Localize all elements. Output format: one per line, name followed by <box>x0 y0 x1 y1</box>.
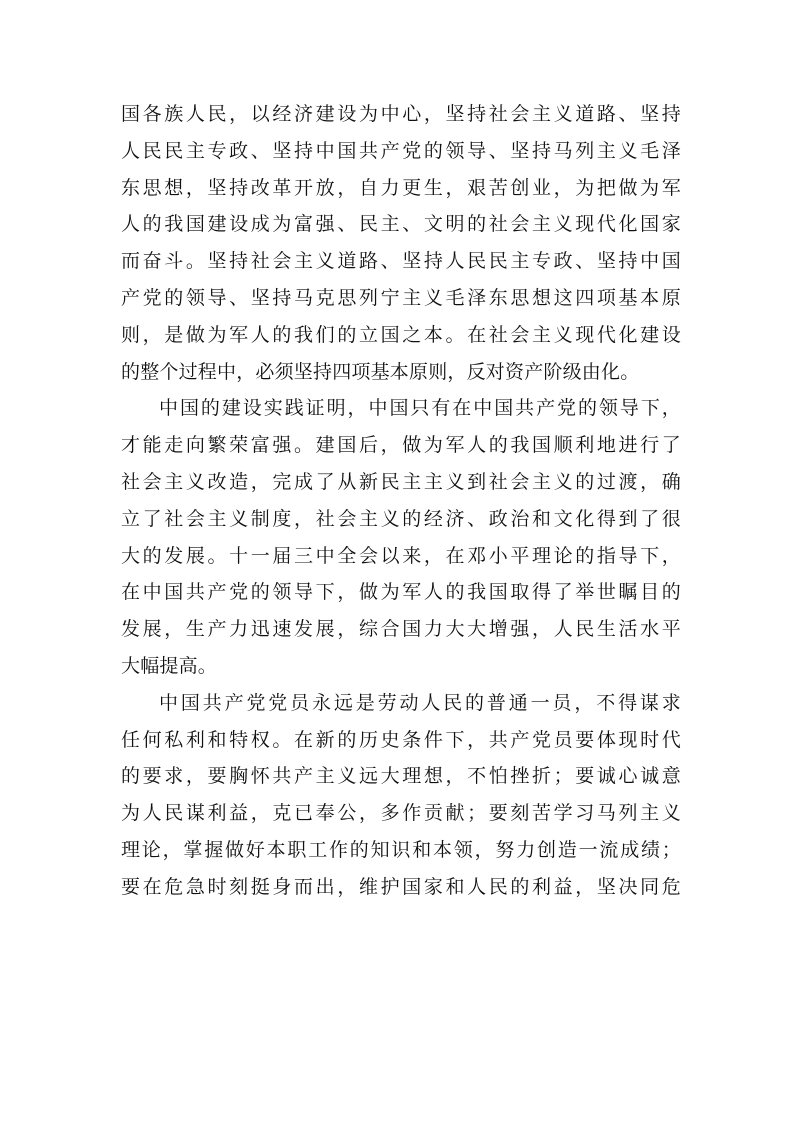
text-line: 东思想，坚持改革开放，自力更生，艰苦创业，为把做为军 <box>121 176 681 199</box>
text-line: 人民民主专政、坚持中国共产党的领导、坚持马列主义毛泽 <box>121 139 681 162</box>
text-line: 人的我国建设成为富强、民主、文明的社会主义现代化国家 <box>121 213 681 236</box>
text-line: 的整个过程中，必须坚持四项基本原则，反对资产阶级由化。 <box>121 360 640 383</box>
text-line: 的要求，要胸怀共产主义远大理想，不怕挫折；要诚心诚意 <box>121 765 681 788</box>
text-line: 理论，掌握做好本职工作的知识和本领，努力创造一流成绩； <box>121 838 681 861</box>
text-line: 则，是做为军人的我们的立国之本。在社会主义现代化建设 <box>121 323 681 346</box>
text-line: 而奋斗。坚持社会主义道路、坚持人民民主专政、坚持中国 <box>121 250 681 273</box>
text-line: 国各族人民，以经济建设为中心，坚持社会主义道路、坚持 <box>121 103 681 125</box>
text-line: 大的发展。十一届三中全会以来，在邓小平理论的指导下， <box>121 544 681 567</box>
text-line: 要在危急时刻挺身而出，维护国家和人民的利益，坚决同危 <box>121 875 681 898</box>
text-line: 产党的领导、坚持马克思列宁主义毛泽东思想这四项基本原 <box>121 286 681 309</box>
text-line: 社会主义改造，完成了从新民主主义到社会主义的过渡，确 <box>121 470 681 493</box>
text-line: 在中国共产党的领导下，做为军人的我国取得了举世瞩目的 <box>121 581 681 604</box>
text-line: 为人民谋利益，克已奉公，多作贡献；要刻苦学习马列主义 <box>121 802 681 825</box>
text-line: 立了社会主义制度，社会主义的经济、政治和文化得到了很 <box>121 507 681 530</box>
text-line: 中国的建设实践证明，中国只有在中国共产党的领导下， <box>159 397 681 420</box>
text-line: 发展，生产力迅速发展，综合国力大大增强，人民生活水平 <box>121 618 681 641</box>
text-line: 中国共产党党员永远是劳动人民的普通一员，不得谋求 <box>159 691 681 714</box>
text-line: 大幅提高。 <box>121 654 218 677</box>
body-text <box>121 96 681 906</box>
text-line: 才能走向繁荣富强。建国后，做为军人的我国顺利地进行了 <box>121 434 681 457</box>
text-line: 任何私利和特权。在新的历史条件下，共产党员要体现时代 <box>121 728 681 751</box>
